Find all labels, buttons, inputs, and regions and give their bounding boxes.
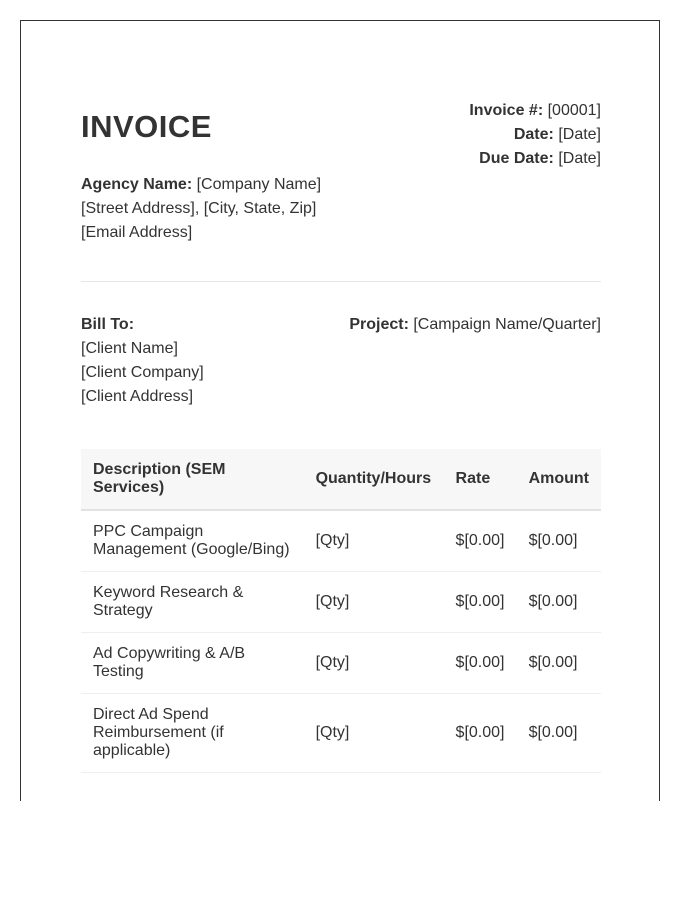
bill-to-section	[81, 313, 204, 409]
client-company: [Client Company]	[81, 364, 204, 381]
agency-email: [Email Address]	[81, 224, 193, 241]
row-rate: $[0.00]	[444, 572, 517, 633]
invoice-due-date-value: [Date]	[558, 150, 601, 167]
project-section	[349, 313, 601, 337]
client-name: [Client Name]	[81, 340, 178, 357]
row-amount: $[0.00]	[517, 510, 601, 572]
invoice-due-date-label: Due Date:	[479, 150, 554, 167]
agency-address: [Street Address], [City, State, Zip]	[81, 200, 317, 217]
invoice-date-label: Date:	[513, 126, 554, 143]
table-row	[81, 510, 601, 572]
invoice-number-label: Invoice #:	[469, 102, 544, 119]
invoice-date-value: [Date]	[558, 126, 601, 143]
row-amount: $[0.00]	[517, 633, 601, 694]
line-items-table	[81, 449, 601, 773]
row-description: Ad Copywriting & A/B Testing	[81, 633, 304, 694]
project-value: [Campaign Name/Quarter]	[413, 316, 601, 333]
table-row	[81, 633, 601, 694]
agency-name-value: [Company Name]	[196, 176, 322, 193]
invoice-number-value: [00001]	[547, 102, 601, 119]
header-amount: Amount	[517, 449, 601, 510]
row-quantity: [Qty]	[304, 633, 444, 694]
header-description: Description (SEM Services)	[81, 449, 304, 510]
row-rate: $[0.00]	[444, 694, 517, 773]
client-address: [Client Address]	[81, 388, 194, 405]
table-header-row	[81, 449, 601, 510]
header-rate: Rate	[444, 449, 517, 510]
table-row	[81, 572, 601, 633]
row-description: Direct Ad Spend Reimbursement (if applicable)	[81, 694, 304, 773]
section-divider	[81, 281, 601, 282]
row-amount: $[0.00]	[517, 572, 601, 633]
agency-name-label: Agency Name:	[81, 176, 193, 193]
project-label: Project:	[349, 316, 409, 333]
row-description: Keyword Research & Strategy	[81, 572, 304, 633]
bill-to-label: Bill To:	[81, 316, 135, 333]
row-quantity: [Qty]	[304, 694, 444, 773]
invoice-date-line	[469, 123, 601, 147]
invoice-meta	[469, 99, 601, 171]
row-quantity: [Qty]	[304, 572, 444, 633]
row-rate: $[0.00]	[444, 633, 517, 694]
agency-info	[81, 173, 321, 245]
invoice-number-line	[469, 99, 601, 123]
table-row	[81, 694, 601, 773]
header-quantity: Quantity/Hours	[304, 449, 444, 510]
invoice-title: INVOICE	[81, 109, 212, 144]
row-rate: $[0.00]	[444, 510, 517, 572]
invoice-due-date-line	[469, 147, 601, 171]
agency-name-line	[81, 173, 321, 197]
invoice-page	[20, 20, 660, 801]
row-amount: $[0.00]	[517, 694, 601, 773]
row-description: PPC Campaign Management (Google/Bing)	[81, 510, 304, 572]
row-quantity: [Qty]	[304, 510, 444, 572]
